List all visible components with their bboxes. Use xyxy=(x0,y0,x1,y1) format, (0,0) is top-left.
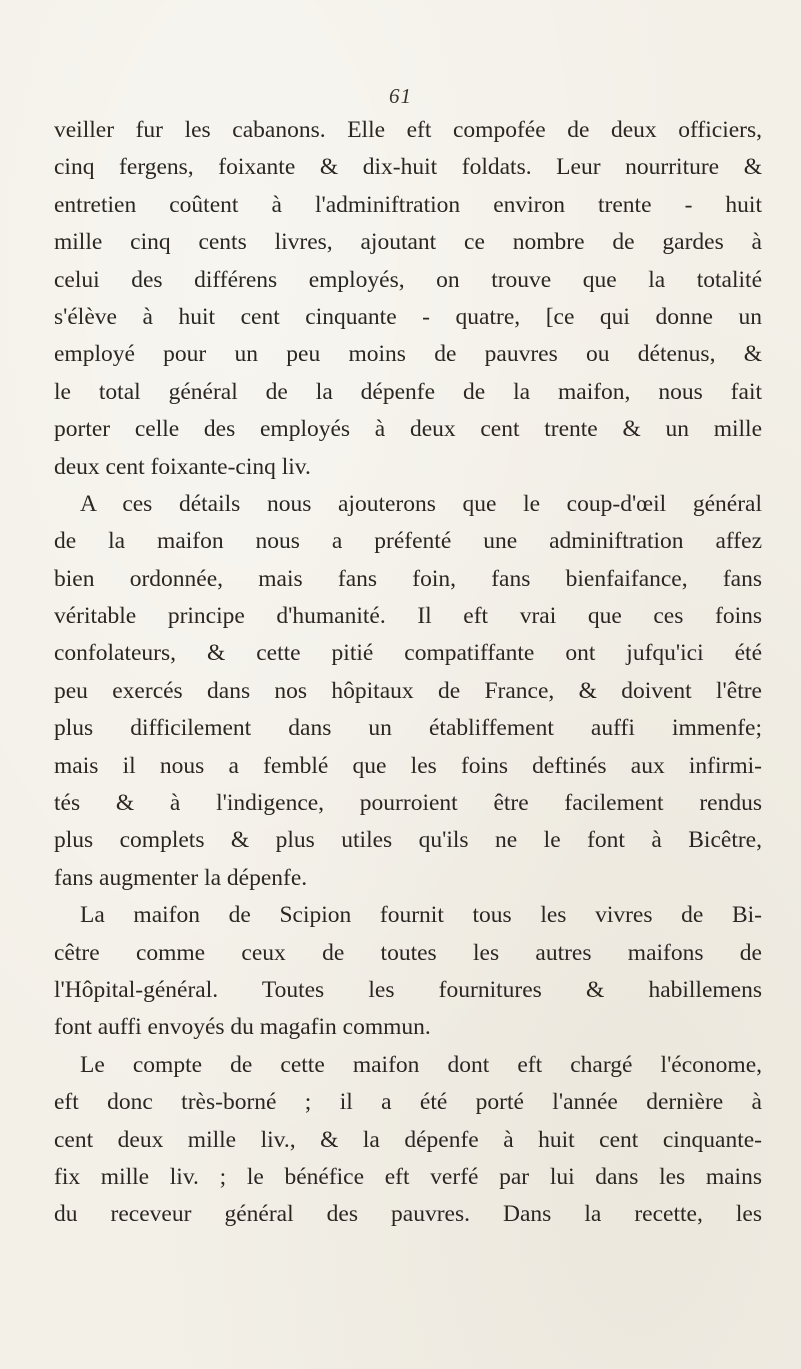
text-line: deux cent foixante-cinq liv. xyxy=(54,453,311,480)
text-line: cent deux mille liv., & la dépenfe à huit cent cinquante- xyxy=(54,1126,762,1153)
text-line: cêtre comme ceux de toutes les autres maifons de xyxy=(54,939,762,966)
text-line: employé pour un peu moins de pauvres ou détenus, & xyxy=(54,341,762,368)
text-line: véritable principe d'humanité. Il eft vrai que ces foins xyxy=(54,603,762,630)
text-line: plus difficilement dans un établiffement auffi immenfe; xyxy=(54,715,762,742)
page-number: 61 xyxy=(389,84,412,108)
text-line: porter celle des employés à deux cent trente & un mille xyxy=(54,416,762,443)
text-line: mais il nous a femblé que les foins deftinés aux infirmi- xyxy=(54,752,762,779)
body-text xyxy=(54,112,762,1234)
text-line: celui des différens employés, on trouve que la totalité xyxy=(54,266,762,293)
text-line: fans augmenter la dépenfe. xyxy=(54,864,308,891)
text-line: bien ordonnée, mais fans foin, fans bienfaifance, fans xyxy=(54,565,762,592)
text-line: peu exercés dans nos hôpitaux de France, & doivent l'être xyxy=(54,677,762,704)
text-line: veiller fur les cabanons. Elle eft compofée de deux officiers, xyxy=(54,117,762,143)
text-line: font auffi envoyés du magafin commun. xyxy=(54,1014,431,1041)
text-line: plus complets & plus utiles qu'ils ne le font à Bicêtre, xyxy=(54,827,762,854)
text-line: mille cinq cents livres, ajoutant ce nombre de gardes à xyxy=(54,229,762,256)
text-line: cinq fergens, foixante & dix-huit foldats. Leur nourriture & xyxy=(54,154,762,181)
text-line: entretien coûtent à l'adminiftration environ trente - huit xyxy=(54,191,762,218)
text-line: du receveur général des pauvres. Dans la recette, les xyxy=(54,1201,762,1228)
text-line: La maifon de Scipion fournit tous les vivres de Bi- xyxy=(80,902,762,929)
text-line: Le compte de cette maifon dont eft chargé l'économe, xyxy=(80,1051,762,1078)
text-line: s'élève à huit cent cinquante - quatre, [ce qui donne un xyxy=(54,303,762,330)
text-line: A ces détails nous ajouterons que le coup-d'œil général xyxy=(80,490,762,517)
text-line: fix mille liv. ; le bénéfice eft verfé par lui dans les mains xyxy=(54,1163,762,1190)
text-line: l'Hôpital-général. Toutes les fournitures & habillemens xyxy=(54,976,762,1003)
text-line: le total général de la dépenfe de la maifon, nous fait xyxy=(54,378,762,405)
text-line: de la maifon nous a préfenté une adminiftration affez xyxy=(54,528,762,555)
text-line: eft donc très-borné ; il a été porté l'année dernière à xyxy=(54,1089,762,1116)
text-line: confolateurs, & cette pitié compatiffante ont jufqu'ici été xyxy=(54,640,762,667)
text-line: tés & à l'indigence, pourroient être facilement rendus xyxy=(54,790,762,817)
